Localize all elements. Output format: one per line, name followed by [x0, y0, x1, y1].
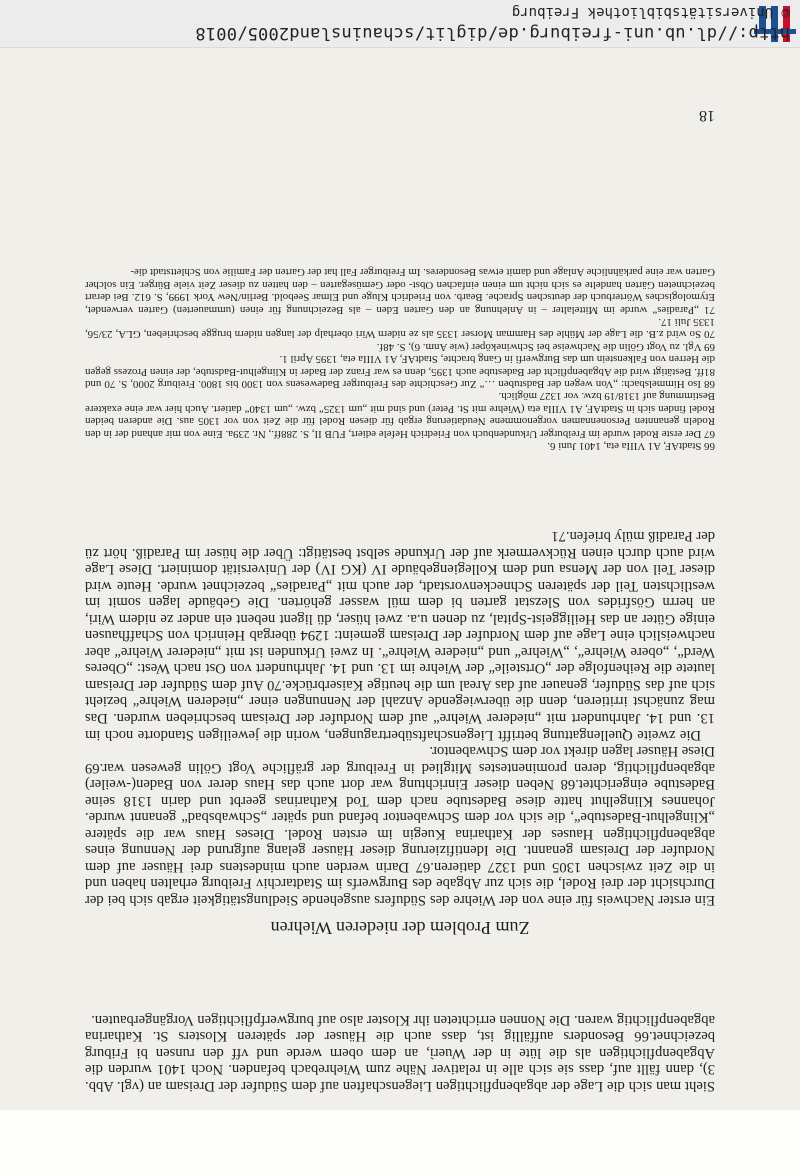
scan-margin	[0, 1110, 800, 1176]
footnote-71: 71 „Paradies“ wurde im Mittelalter – in Anlehnung an den Garten Eden – als Bezeichnung für einen (ummauerten) Garten verwendet, Etymologisches Wörterbuch der deutschen Sprache. Bearb. von Friedrich Kluge und Elmar Seebold. Berlin/New York 1999, S. 612. Bei derart bezeichneten Gärten handelte es sich nicht um einen einfachen Obst- oder Gemüsegarten – den hatten zu dieser Zeit viele Bürger. Ein solcher Garten war eine parkähnliche Anlage und damit etwas Besonderes. Im Freiburger Fall hat der Garten der Familie von Schlettstadt die-	[85, 266, 715, 316]
footnote-67: 67 Der erste Rodel wurde im Freiburger Urkundenbuch von Friedrich Hefele ediert, FUB II, S. 288ff., Nr. 239a. Eine von mir anhand der in den Rodeln genannten Personennamen vorgenommene Neudatierung ergab für diesen Rodel für die Zeit von vor 1305 aus. Die anderen beiden Rodel finden sich in StadtAF, A1 VIIIa eta (Wiehre mit St. Peter) und sind mit „um 1325“ bzw. „um 1340“ datiert. Auch hier war eine exaktere Bestimmung auf 1318/19 bzw. vor 1327 möglich.	[85, 390, 715, 440]
paragraph-1: Ein erster Nachweis für eine von der Wiehre des Südufers ausgehende Siedlungstätigkeit ergab sich bei der Durchsicht der drei Rodel, die sich zur Abgabe des Burgwerfs im Stadtarchiv Freiburg erhalten haben und in die Zeit zwischen 1305 und 1327 datieren.67 Darin werden auch mindestens drei Häuser auf dem Nordufer der Dreisam genannt. Die Identifizierung dieser Häuser gelang aufgrund der Nennung eines abgabenpflichtigen Hauses der Katharina Kuegin im ersten Rodel. Dieses Haus war die spätere „Klingelhut-Badestube“, die sich vor dem Schwabentor befand und später „Schwabsbad“ genannt wurde. Johannes Klingelhut hatte diese Badestube nach dem Tod Katharinas geerbt und darin 1318 seine Badestube eingerichtet.68 Neben dieser Einrichtung war dort auch das Haus derer von Baden(-weiler) abgabenpflichtig, deren prominentestes Mitglied in Freiburg der gräfliche Vogt Gölin gewesen war.69 Diese Häuser lagen direkt vor dem Schwabentor.	[85, 743, 715, 908]
footnote-68: 68 Iso Himmelsbach: „Von wegen der Badstuben …“ Zur Geschichte des Freiburger Badewesens von 1300 bis 1800. Freiburg 2000, S. 70 und 81ff. Bestätigt wird die Abgabenpflicht der Badestube auch 1395, denn es war Franz der Bader in Klingelhut-Badstube, der einen Prozess gegen die Herren von Falkenstein um das Burgwerfi in Gang brachte, StadtAF, A1 VIIIa eta, 1395 April 1.	[85, 353, 715, 390]
footnotes	[85, 266, 715, 452]
footnote-66: 66 StadtAF, A1 VIIIa eta, 1401 Juni 6.	[547, 440, 715, 452]
intro-paragraph	[85, 1011, 715, 1094]
page-number: 18	[699, 107, 715, 124]
intro-text: Sieht man sich die Lage der abgabenpflichtigen Liegenschaften auf dem Südufer der Dreisam an (vgl. Abb. 3), dann fällt auf, dass sie sich alle in relativer Nähe zum Wiehrebach befanden. Noch 1401 wurden die Abgabenpflichtigen als die lüte in der Wuerì, an dem obern werde und vff den runsen bi Friburg bezeichnet.66 Besonders auffällig ist, dass auch die Häuser der späteren Klosters St. Katharina abgabenpflichtig waren. Die Nonnen errichteten ihr Kloster also auf burgwerfpflichtigen Vorgängerbauten.	[85, 1011, 715, 1094]
copyright-notice: © Universitätsbibliothek Freiburg	[511, 4, 790, 20]
paragraph-2: Die zweite Quellengattung betrifft Liegenschaftsübertragungen, worin die jeweiligen Standorte noch im 13. und 14. Jahrhundert mit „niederer Wiehre“ auf dem Nordufer der Dreisam beschrieben wurden. Das mag zunächst irritieren, denn die überwiegende Anzahl der Nennungen einer „niederen Wiehre“ bezieht sich auf das Südufer, genauer auf das Areal um die heutige Kaiserbrücke.70 Auf dem Südufer der Dreisam lautete die Reihenfolge der „Ortsteile“ der Wiehre im 13. und 14. Jahrhundert von Ost nach West: „Oberes Werd“, „obere Wiehre“, „Wiehre“ und „niedere Wiehre“. In zwei Urkunden ist mit „niederer Wiehre“ aber nachweislich eine Lage auf dem Nordufer der Dreisam gemeint: 1294 übergab Heinrich von Schaffhausen einige Güter an das Heiliggeist-Spital, zu denen u.a. zwei hüser, dü ligent nebent ein ander ze nidern Wiri, an herrn Gösfrides von Slezstat garten bi dem mül wasser gehörten. Die Gebäude lagen somit im westlichsten Teil der späteren Schneckenvorstadt, der auch mit „Paradies“ bezeichnet wurde. Heute wird dieser Teil von der Mensa und dem Kollegiengebäude IV (KG IV) der Universität dominiert. Diese Lage wird auch durch einen Rückvermerk auf der Urkunde selbst bestätigt: Über die hüser im Paradiß. hört zü der Paradiß müly briefen.71	[85, 527, 715, 743]
permalink-url[interactable]: http://dl.ub.uni-freiburg.de/diglit/schauinsland2005/0018	[195, 23, 790, 43]
footnote-69: 69 Vgl. zu Vogt Gölin die Nachweise bei Schwineköper (wie Anm. 6), S. 48f.	[376, 340, 715, 353]
main-text	[85, 527, 715, 908]
footnote-70: 70 So wird z.B. die Lage der Mühle des Hamman Morser 1335 als ze nidern Wiri oberhalp der langen nidern brugge beschrieben, GLA, 23/56, 1335 Juli 17.	[85, 315, 715, 341]
section-heading: Zum Problem der niederen Wiehren	[270, 918, 530, 938]
